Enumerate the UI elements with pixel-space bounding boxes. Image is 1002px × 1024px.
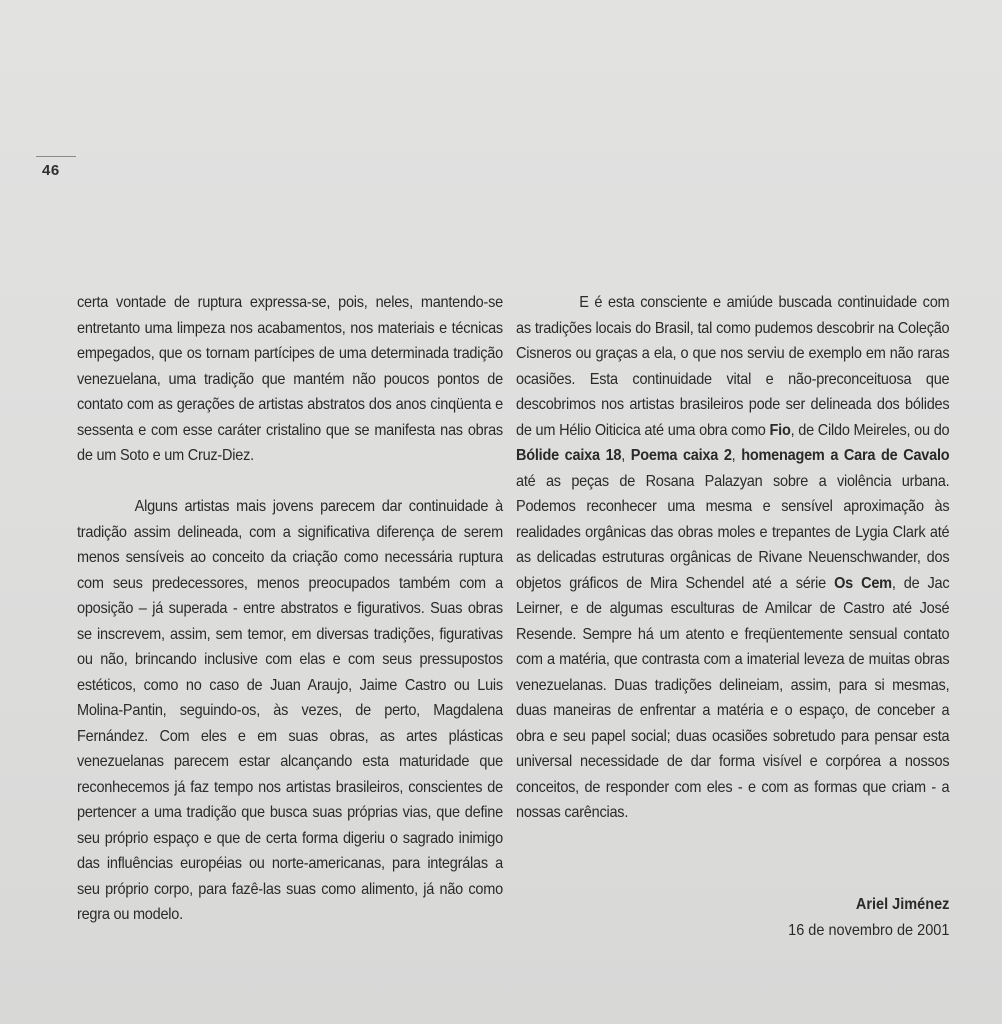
left-paragraph-2: Alguns artistas mais jovens parecem dar continuidade à tradição assim delineada, com a significativa diferença de serem menos sensíveis ao conceito da criação como necessária ruptura com seus predecessores, menos preocupados também com a oposição – já superada - entre abstratos e figurativos. Suas obras se inscrevem, assim, sem temor, em diversas tradições, figurativas ou não, brincando inclusive com elas e com seus pressupostos estéticos, como no caso de Juan Araujo, Jaime Castro ou Luis Molina-Pantin, seguindo-os, às vezes, de perto, Magdalena Fernández. Com eles e em suas obras, as artes plásticas venezuelanas parecem estar alcançando esta maturidade que reconhecemos já faz tempo nos artistas brasileiros, conscientes de pertencer a uma tradição que busca suas próprias vias, que define seu próprio espaço e que de certa forma digeriu o sagrado inimigo das influências européias ou norte-americanas, para integrálas a seu próprio corpo, para fazê-las suas como alimento, já não como regra ou modelo. [77,498,503,923]
page-number: 46 [42,162,60,179]
right-text-segment-3: , [621,447,631,464]
left-column [77,290,503,928]
work-title-fio: Fio [769,421,791,439]
work-title-homenagem: homenagem a Cara de Cavalo [741,447,950,464]
work-title-bolide: Bólide caixa 18 [516,447,622,464]
signature-date: 16 de novembro de 2001 [787,921,949,939]
work-title-os-cem: Os Cem [834,574,892,592]
work-title-poema: Poema caixa 2 [630,447,732,464]
author-name: Ariel Jiménez [855,896,949,913]
signature-block [788,892,949,943]
left-paragraph-1: certa vontade de ruptura expressa-se, pois, neles, mantendo-se entretanto uma limpeza nos acabamentos, nos materiais e técnicas empegados, que os tornam partícipes de uma determinada tradição venezuelana, uma tradição que mantém não poucos pontos de contato com as gerações de artistas abstratos dos anos cinqüenta e sessenta e com esse caráter cristalino que se manifesta nas obras de um Soto e um Cruz-Diez. [77,294,503,464]
right-column [516,290,949,826]
right-text-segment-4: , [731,447,742,464]
right-text-segment-1: E é esta consciente e amiúde buscada continuidade com as tradições locais do Brasil, tal como pudemos descobrir na Coleção Cisneros ou graças a ela, o que nos serviu de exemplo em não raras ocasiões. Esta continuidade vital e não-preconceituosa que descobrimos nos artistas brasileiros pode ser delineada dos bólides de um Hélio Oiticica até uma obra como [516,294,950,439]
page-number-rule [36,156,76,157]
right-text-segment-6: , de Jac Leirner, e de algumas esculturas de Amilcar de Castro até José Resende. Sempre há um atento e freqüentemente sensual contato com a matéria, que contrasta com a imaterial leveza de muitas obras venezuelanas. Duas tradições delineiam, assim, para si mesmas, duas maneiras de enfrentar a matéria e o espaço, de conceber a obra e seu papel social; duas ocasiões sobretudo para pensar esta universal necessidade de dar forma visível e corpórea a nossos conceitos, de responder com eles - e com as formas que criam - a nossas carências. [516,574,950,821]
right-paragraph-1 [516,290,949,826]
right-text-segment-5: até as peças de Rosana Palazyan sobre a violência urbana. Podemos reconhecer uma mesma e sensível aproximação às realidades orgânicas das obras moles e trepantes de Lygia Clark até as delicadas estruturas orgânicas de Rivane Neuenschwander, dos objetos gráficos de Mira Schendel até a série [516,472,950,592]
right-text-segment-2: , de Cildo Meireles, ou do [790,421,950,439]
